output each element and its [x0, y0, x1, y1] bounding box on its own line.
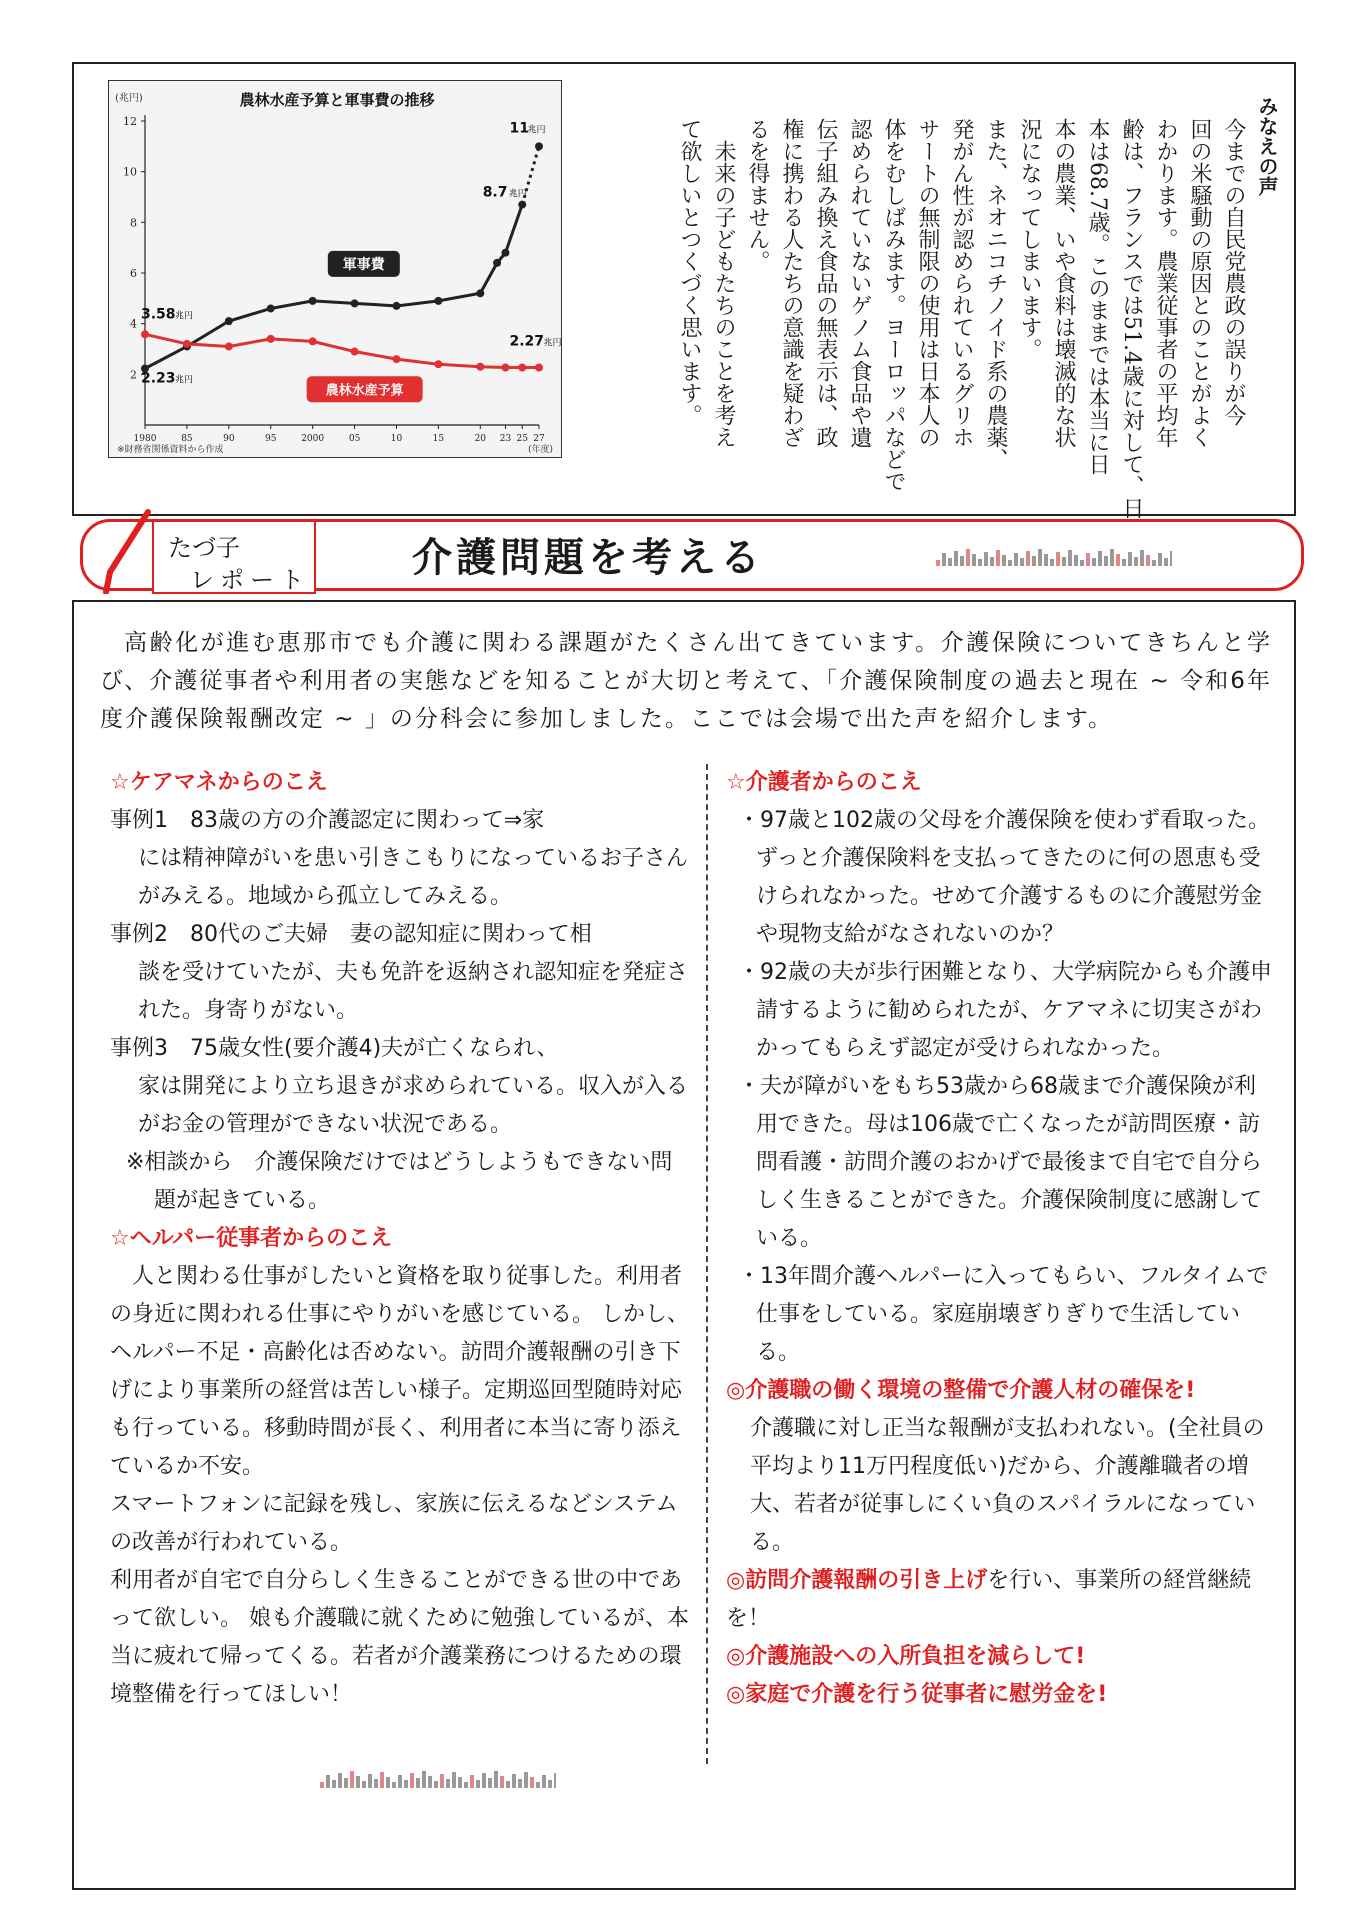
pattern-mark: [954, 551, 958, 566]
pattern-mark: [1122, 559, 1126, 566]
banner-label: [152, 520, 316, 594]
data-label-unit: 兆円: [527, 125, 546, 136]
pattern-mark: [500, 1776, 504, 1788]
voice-line: 認められていないゲノム食品や遺: [847, 118, 872, 448]
voice-line: 今までの自民党農政の誤りが今: [1221, 118, 1246, 426]
chart-y-unit: (兆円): [115, 93, 143, 104]
demand-2-highlight: ◎訪問介護報酬の引き上げ: [726, 1568, 988, 1593]
data-point: [225, 317, 233, 325]
demand-3: ◎介護施設への入所負担を減らして!: [726, 1644, 1086, 1669]
heading-helper: ☆ヘルパー従事者からのこえ: [110, 1226, 393, 1251]
pattern-mark: [936, 560, 940, 566]
heading-caregiver: ☆介護者からのこえ: [726, 770, 922, 795]
pattern-mark: [1128, 552, 1132, 566]
column-divider: [706, 764, 708, 1764]
series-line: [145, 334, 539, 367]
pattern-mark: [1086, 553, 1090, 566]
data-point: [267, 304, 275, 312]
x-tick-label: 85: [181, 434, 193, 444]
x-tick-label: 1980: [133, 434, 157, 444]
pattern-mark: [990, 557, 994, 566]
helper-paragraph-2: スマートフォンに記録を残し、家族に伝えるなどシステムの改善が行われている。: [110, 1492, 678, 1555]
data-label: 2.23: [141, 370, 176, 387]
pattern-mark: [1080, 560, 1084, 566]
y-tick-label: 4: [130, 317, 137, 331]
caregiver-voice-2: ・92歳の夫が歩行困難となり、大学病院からも介護申請するように勧められたが、ケアマネに切実さがわかってもらえず認定が受けられなかった。: [738, 960, 1272, 1061]
data-point: [225, 342, 233, 350]
pattern-mark: [978, 559, 982, 566]
pattern-mark: [996, 550, 1000, 566]
pattern-mark: [380, 1772, 384, 1788]
pattern-mark: [1116, 554, 1120, 566]
pattern-mark: [488, 1778, 492, 1788]
data-point: [518, 363, 526, 371]
pattern-mark: [536, 1782, 540, 1788]
pattern-mark: [482, 1773, 486, 1788]
voice-line: 本の農業、いや食料は壊滅的な状: [1051, 118, 1076, 448]
pattern-mark: [326, 1775, 330, 1788]
pattern-mark: [338, 1773, 342, 1788]
pattern-mark: [1008, 560, 1012, 566]
pattern-mark: [518, 1779, 522, 1788]
pattern-mark: [428, 1776, 432, 1788]
pattern-mark: [374, 1779, 378, 1788]
intro-paragraph: 高齢化が進む恵那市でも介護に関わる課題がたくさん出てきています。介護保険についてきちんと学び、介護従事者や利用者の実態などを知ることが大切と考えて、「介護保険制度の過去と現在 ~ 令和6年度介護保険報酬改定 ~ 」の分科会に参加しました。ここでは会場で出た声を紹介します。: [100, 630, 1272, 732]
helper-paragraph-3: 利用者が自宅で自分らしく生きることができる世の中であって欲しい。 娘も介護職に就くために勉強しているが、本当に疲れて帰ってくる。若者が介護業務につけるための環境整備を行ってほしい！: [110, 1568, 689, 1707]
consult-note: ※相談から 介護保険だけではどうしようもできない問題が起きている。: [126, 1150, 673, 1213]
banner-label-line1: たづ子: [168, 534, 240, 562]
case3-title: 事例3 75歳女性(要介護4)夫が亡くなられ、: [110, 1036, 559, 1061]
pattern-mark: [392, 1782, 396, 1788]
pattern-mark: [1146, 555, 1150, 566]
y-tick-label: 8: [130, 216, 137, 230]
pattern-mark: [494, 1771, 498, 1788]
x-tick-label: 95: [265, 434, 277, 444]
decorative-pattern-icon: [320, 1768, 556, 1790]
data-label-unit: 兆円: [175, 375, 194, 386]
x-tick-label: 10: [390, 434, 403, 444]
pattern-mark: [410, 1773, 414, 1788]
pattern-mark: [422, 1771, 426, 1788]
pattern-mark: [1134, 557, 1138, 566]
data-point: [351, 299, 359, 307]
voice-line: 回の米騒動の原因とのことがよく: [1187, 118, 1212, 448]
caregiver-voice-1: ・97歳と102歳の父母を介護保険を使わず看取った。ずっと介護保険料を支払ってきたのに何の恩恵も受けられなかった。せめて介護するものに介護慰労金や現物支給がなされないのか？: [738, 808, 1270, 947]
chart-x-unit: (年度): [527, 445, 553, 455]
pattern-mark: [368, 1774, 372, 1788]
pattern-mark: [1158, 553, 1162, 566]
data-point: [476, 289, 484, 297]
case2-body: 談を受けていたが、夫も免許を返納され認知症を発症された。身寄りがない。: [138, 960, 689, 1023]
voice-line: て欲しいとつくづく思います。: [677, 118, 702, 426]
right-column: [726, 764, 1274, 1714]
pattern-mark: [942, 553, 946, 566]
pattern-mark: [458, 1777, 462, 1788]
caregiver-voice-4: ・13年間介護ヘルパーに入ってもらい、フルタイムで仕事をしている。家庭崩壊ぎりぎりで生活している。: [738, 1264, 1269, 1365]
data-point: [434, 360, 442, 368]
helper-paragraph-1: 人と関わる仕事がしたいと資格を取り従事した。利用者の身近に関われる仕事にやりがいを感じている。 しかし、ヘルパー不足・高齢化は否めない。訪問介護報酬の引き下げにより事業所の経営は苦しい様子。定期巡回型随時対応も行っている。移動時間が長く、利用者に本当に寄り添えているか不安。: [110, 1264, 689, 1479]
voice-line: また、ネオニコチノイド系の農薬、: [983, 118, 1008, 470]
pattern-mark: [1002, 555, 1006, 566]
banner-hook-icon: [88, 508, 152, 594]
x-tick-label: 27: [533, 434, 545, 444]
voice-line: 権に携わる人たちの意識を疑わざ: [779, 118, 804, 448]
caregiver-voice-3: ・夫が障がいをもち53歳から68歳まで介護保険が利用できた。母は106歳で亡くなったが訪問医療・訪問看護・訪問介護のおかげで最後まで自宅で自分らしく生きることができた。介護保険制度に感謝している。: [738, 1074, 1263, 1251]
voice-line: 未来の子どもたちのことを考え: [711, 140, 736, 448]
data-point: [267, 335, 275, 343]
pattern-mark: [972, 554, 976, 566]
pattern-mark: [966, 549, 970, 566]
voice-line: 伝子組み換え食品の無表示は、政: [813, 118, 838, 448]
pattern-mark: [524, 1772, 528, 1788]
pattern-mark: [1050, 559, 1054, 566]
pattern-mark: [984, 552, 988, 566]
y-tick-label: 10: [123, 165, 137, 179]
data-point: [392, 355, 400, 363]
chart-source-note: ※財務省関係資料から作成: [117, 445, 224, 455]
demand-2-rest: を行い、事業所の経営継続を！: [726, 1568, 1252, 1631]
pattern-mark: [1068, 550, 1072, 566]
pattern-mark: [362, 1781, 366, 1788]
demand-2: [726, 1562, 1274, 1638]
pattern-mark: [542, 1775, 546, 1788]
voice-line: 体をむしばみます。ヨーロッパなどで: [881, 118, 906, 492]
pattern-mark: [1170, 551, 1172, 566]
y-tick-label: 12: [123, 115, 137, 128]
pattern-mark: [398, 1775, 402, 1788]
pattern-mark: [446, 1779, 450, 1788]
pattern-mark: [470, 1775, 474, 1788]
pattern-mark: [404, 1780, 408, 1788]
pattern-mark: [320, 1782, 324, 1788]
pattern-mark: [1044, 554, 1048, 566]
x-tick-label: 25: [516, 434, 528, 444]
pattern-mark: [1152, 560, 1156, 566]
demand-4: ◎家庭で介護を行う従事者に慰労金を!: [726, 1682, 1108, 1707]
chart-title: 農林水産予算と軍事費の推移: [239, 91, 435, 109]
pattern-mark: [1038, 549, 1042, 566]
pattern-mark: [1164, 558, 1168, 566]
pattern-mark: [1098, 551, 1102, 566]
data-point: [309, 297, 317, 305]
left-column: [110, 764, 694, 1714]
pattern-mark: [1020, 558, 1024, 566]
pattern-mark: [386, 1777, 390, 1788]
y-tick-label: 2: [130, 368, 137, 382]
pattern-mark: [960, 556, 964, 566]
legend-label: 軍事費: [342, 256, 385, 273]
data-point: [493, 259, 501, 267]
pattern-mark: [356, 1776, 360, 1788]
heading-caremanager: ☆ケアマネからのこえ: [110, 770, 328, 795]
data-label-unit: 兆円: [508, 189, 527, 200]
pattern-mark: [506, 1781, 510, 1788]
pattern-mark: [332, 1780, 336, 1788]
pattern-mark: [1056, 552, 1060, 566]
y-tick-label: 6: [130, 267, 137, 280]
data-label: 11: [509, 120, 529, 137]
voice-line: るを得ません。: [745, 118, 770, 272]
data-point: [501, 363, 509, 371]
x-tick-label: 2000: [301, 434, 325, 444]
decorative-pattern-icon: [936, 546, 1172, 568]
data-label: 2.27: [509, 333, 545, 350]
data-point: [351, 348, 359, 356]
voice-line: 発がん性が認められているグリホ: [949, 118, 974, 448]
pattern-mark: [1026, 551, 1030, 566]
data-point: [518, 201, 526, 209]
chart-svg: [109, 81, 563, 459]
data-point: [501, 249, 509, 257]
pattern-mark: [512, 1774, 516, 1788]
case2-title: 事例2 80代のご夫婦 妻の認知症に関わって相: [110, 922, 592, 947]
data-point: [476, 363, 484, 371]
pattern-mark: [1092, 558, 1096, 566]
x-tick-label: 20: [474, 434, 487, 444]
pattern-mark: [464, 1782, 468, 1788]
page-title: 介護問題を考える: [412, 535, 764, 581]
pattern-mark: [530, 1777, 534, 1788]
pattern-mark: [416, 1778, 420, 1788]
pattern-mark: [434, 1781, 438, 1788]
voice-line: 齢は、フランスでは51.4歳に対して、日: [1119, 118, 1144, 519]
pattern-mark: [1104, 556, 1108, 566]
case1-body: には精神障がいを患い引きこもりになっているお子さんがみえる。地域から孤立してみえる。: [138, 846, 689, 909]
pattern-mark: [344, 1778, 348, 1788]
x-tick-label: 05: [348, 434, 361, 444]
voice-line: サートの無制限の使用は日本人の: [915, 118, 940, 448]
pattern-mark: [1062, 557, 1066, 566]
legend-label: 農林水産予算: [325, 383, 404, 399]
data-point: [309, 337, 317, 345]
pattern-mark: [948, 558, 952, 566]
demand-1-text: 介護職に対し正当な報酬が支払われない。(全社員の平均より11万円程度低い)だから、介護離職者の増大、若者が従事しにくい負のスパイラルになっている。: [750, 1416, 1265, 1555]
pattern-mark: [1014, 553, 1018, 566]
pattern-mark: [1074, 555, 1078, 566]
pattern-mark: [1032, 556, 1036, 566]
demand-1: ◎介護職の働く環境の整備で介護人材の確保を!: [726, 1378, 1196, 1403]
data-point: [183, 340, 191, 348]
pattern-mark: [452, 1772, 456, 1788]
voice-title: みなえの声: [1255, 96, 1279, 196]
pattern-mark: [440, 1774, 444, 1788]
pattern-mark: [476, 1780, 480, 1788]
chart-panel: [108, 80, 562, 458]
pattern-mark: [1110, 549, 1114, 566]
x-tick-label: 15: [432, 434, 445, 444]
data-point: [141, 330, 149, 338]
case1-title: 事例1 83歳の方の介護認定に関わって⇒家: [110, 808, 545, 833]
voice-line: 本は68.7歳。このままでは本当に日: [1085, 118, 1110, 475]
data-label-unit: 兆円: [175, 311, 194, 322]
data-point: [535, 142, 543, 150]
voice-line: 況になってしまいます。: [1017, 118, 1042, 360]
x-tick-label: 90: [223, 434, 235, 444]
data-label-unit: 兆円: [543, 338, 562, 349]
banner-label-line2: レポート: [190, 566, 310, 594]
data-point: [392, 302, 400, 310]
pattern-mark: [1140, 550, 1144, 566]
data-label: 8.7: [482, 184, 508, 201]
x-tick-label: 23: [499, 434, 512, 444]
pattern-mark: [548, 1780, 552, 1788]
case3-body: 家は開発により立ち退きが求められている。収入が入るがお金の管理ができない状況である。: [138, 1074, 689, 1137]
data-label: 3.58: [141, 306, 176, 323]
pattern-mark: [350, 1771, 354, 1788]
data-point: [535, 363, 543, 371]
pattern-mark: [554, 1773, 556, 1788]
voice-line: わかります。農業従事者の平均年: [1153, 118, 1178, 448]
data-point: [434, 297, 442, 305]
